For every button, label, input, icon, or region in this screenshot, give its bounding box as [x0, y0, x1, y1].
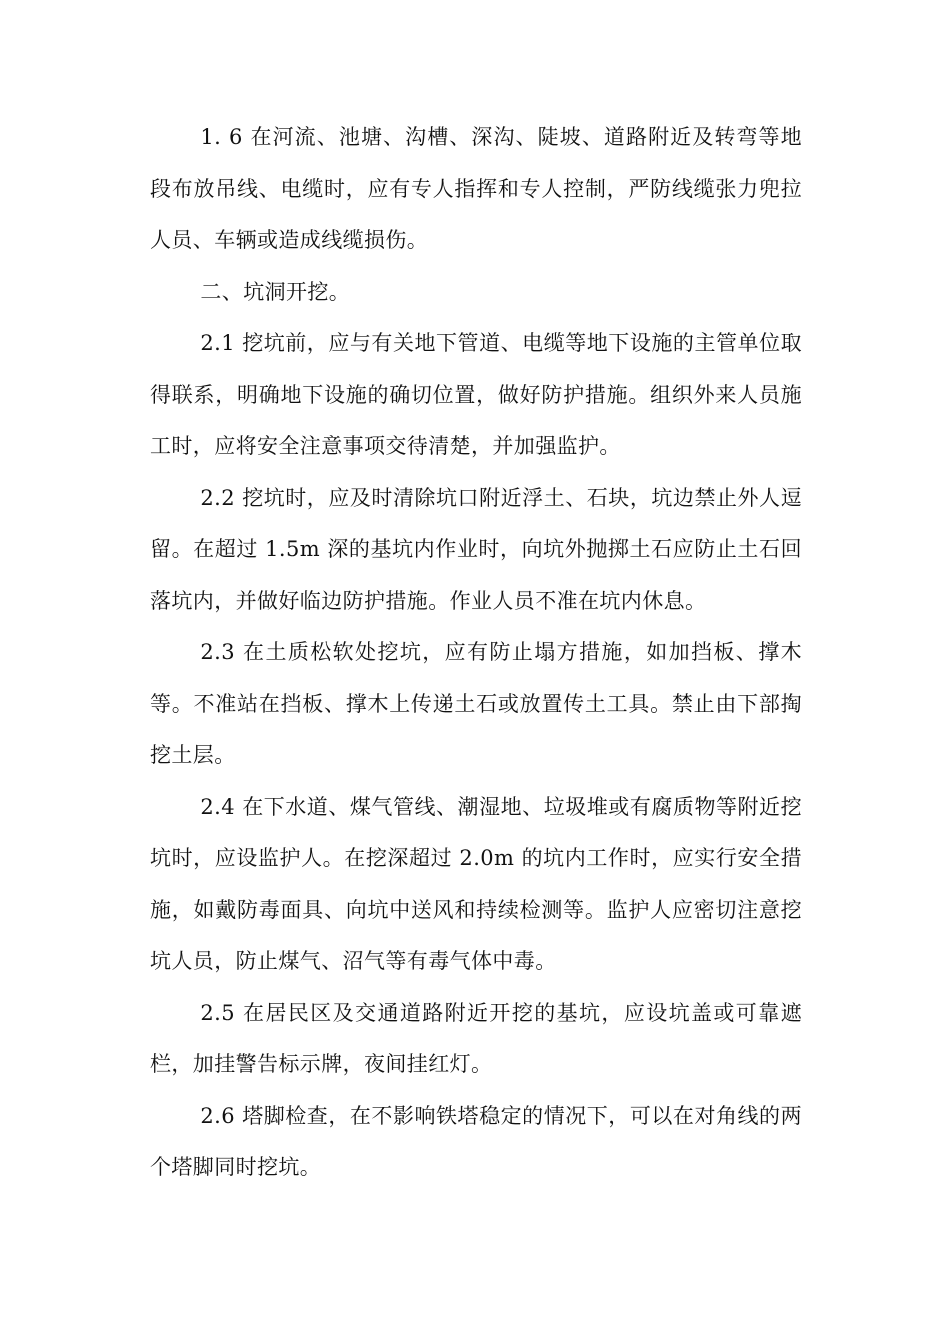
paragraph-2-5: 2.5 在居民区及交通道路附近开挖的基坑，应设坑盖或可靠遮栏，加挂警告标示牌，夜间挂红灯。	[150, 1000, 802, 1076]
paragraph-2-3: 2.3 在土质松软处挖坑，应有防止塌方措施，如加挡板、撑木等。不准站在挡板、撑木上传递土石或放置传土工具。禁止由下部掏挖土层。	[150, 640, 802, 767]
section-heading-pit-excavation: 二、坑洞开挖。	[200, 279, 351, 304]
paragraph-2-1: 2.1 挖坑前，应与有关地下管道、电缆等地下设施的主管单位取得联系，明确地下设施的确切位置，做好防护措施。组织外来人员施工时，应将安全注意事项交待清楚，并加强监护。	[150, 331, 802, 458]
paragraph-2-2: 2.2 挖坑时，应及时清除坑口附近浮土、石块，坑边禁止外人逗留。在超过 1.5m 深的基坑内作业时，向坑外抛掷土石应防止土石回落坑内，并做好临边防护措施。作业人员不准在坑内休息。	[150, 485, 802, 613]
paragraph-1-6-cable-laying: 1. 6 在河流、池塘、沟槽、深沟、陡坡、道路附近及转弯等地段布放吊线、电缆时，应有专人指挥和专人控制，严防线缆张力兜拉人员、车辆或造成线缆损伤。	[150, 125, 802, 252]
document-body	[150, 112, 802, 1194]
paragraph-2-4: 2.4 在下水道、煤气管线、潮湿地、垃圾堆或有腐质物等附近挖坑时，应设监护人。在挖深超过 2.0m 的坑内工作时，应实行安全措施，如戴防毒面具、向坑中送风和持续检测等。监护人应密切注意挖坑人员，防止煤气、沼气等有毒气体中毒。	[150, 794, 802, 973]
paragraph-2-6: 2.6 塔脚检查，在不影响铁塔稳定的情况下，可以在对角线的两个塔脚同时挖坑。	[150, 1103, 802, 1179]
